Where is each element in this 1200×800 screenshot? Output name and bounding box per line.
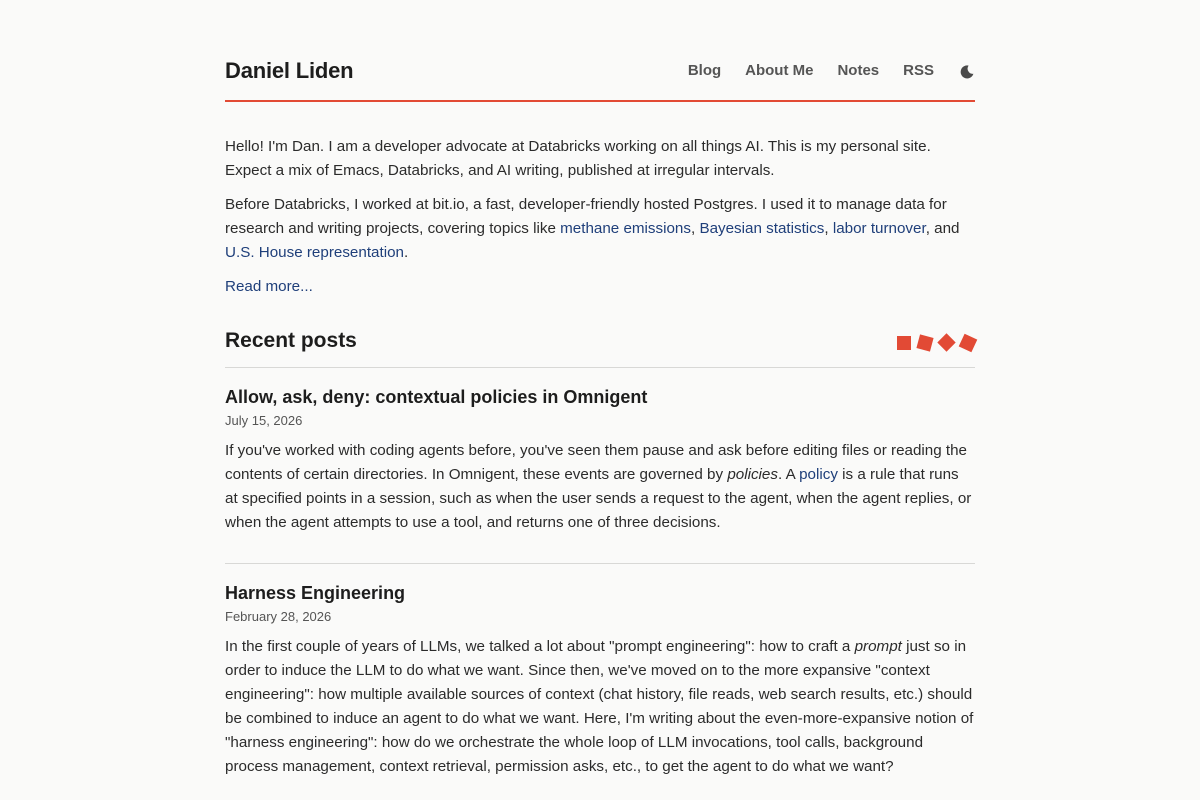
tilted-square-shape [916,334,933,351]
post-excerpt [225,635,975,779]
excerpt-text: In the first couple of years of LLMs, we talked a lot about "prompt engineering": how to craft a [225,638,855,655]
post-excerpt [225,439,975,535]
recent-posts-heading: Recent posts [225,329,357,352]
intro-separator: , [690,220,700,237]
decorative-shapes-icon [894,330,978,354]
intro-separator: , and [925,220,960,237]
excerpt-text: . A [777,466,800,483]
excerpt-text: is a rule that runs at specified points in a session, such as when the user sends a request to the agent, when the agent replies, or when the agent attempts to use a tool, and returns one of three decisions. [225,466,972,531]
excerpt-text: just so in order to induce the LLM to do what we want. Since then, we've moved on to the more expansive "context engineering": how multiple available sources of context (chat history, file reads, web search results, etc.) should be combined to induce an agent to do what we want. Here, I'm writing about the even-more-expansive notion of "harness engineering": how do we orchestrate the whole loop of LLM invocations, tool calls, background process management, context retrieval, permission asks, etc., to get the agent to do what we want? [225,638,974,775]
intro-text: Before Databricks, I worked at bit.io, a fast, developer-friendly hosted Postgres. I used it to manage data for research and writing projects, covering topics like [225,196,947,237]
read-more-link[interactable]: Read more... [225,278,313,295]
post-date: July 15, 2026 [225,413,303,428]
intro-period: . [403,244,409,261]
house-representation-link[interactable]: U.S. House representation [225,244,404,261]
intro-section [225,135,975,298]
post-item [225,564,975,800]
post-title-link[interactable]: Harness Engineering [225,583,406,603]
methane-emissions-link[interactable]: methane emissions [560,220,691,237]
nav-rss-link[interactable]: RSS [903,62,934,79]
nav-about-link[interactable]: About Me [745,62,814,79]
rotated-square-shape [959,334,978,353]
post-item [225,368,975,564]
intro-paragraph-1: Hello! I'm Dan. I am a developer advocate at Databricks working on all things AI. This is my personal site. Expect a mix of Emacs, Databricks, and AI writing, published at irregular intervals. [225,138,931,179]
moon-icon [959,64,975,80]
site-title-link[interactable]: Daniel Liden [225,58,354,83]
policy-link[interactable]: policy [799,466,838,483]
page-container [225,0,975,800]
intro-paragraph-2 [225,193,975,265]
bayesian-statistics-link[interactable]: Bayesian statistics [699,220,825,237]
square-shape [897,336,911,350]
recent-posts-header [225,319,975,368]
excerpt-emphasis: prompt [854,638,902,655]
nav-notes-link[interactable]: Notes [837,62,880,79]
theme-toggle-button[interactable] [959,64,975,80]
excerpt-text: If you've worked with coding agents before, you've seen them pause and ask before editing files or reading the contents of certain directories. In Omnigent, these events are governed by [225,442,968,483]
excerpt-emphasis: policies [727,466,778,483]
main-nav [664,61,975,81]
diamond-shape [937,333,955,351]
site-header [225,0,975,102]
intro-separator: , [824,220,833,237]
nav-blog-link[interactable]: Blog [687,62,722,79]
labor-turnover-link[interactable]: labor turnover [832,220,926,237]
post-date: February 28, 2026 [225,609,332,624]
post-title-link[interactable]: Allow, ask, deny: contextual policies in Omnigent [225,387,648,407]
